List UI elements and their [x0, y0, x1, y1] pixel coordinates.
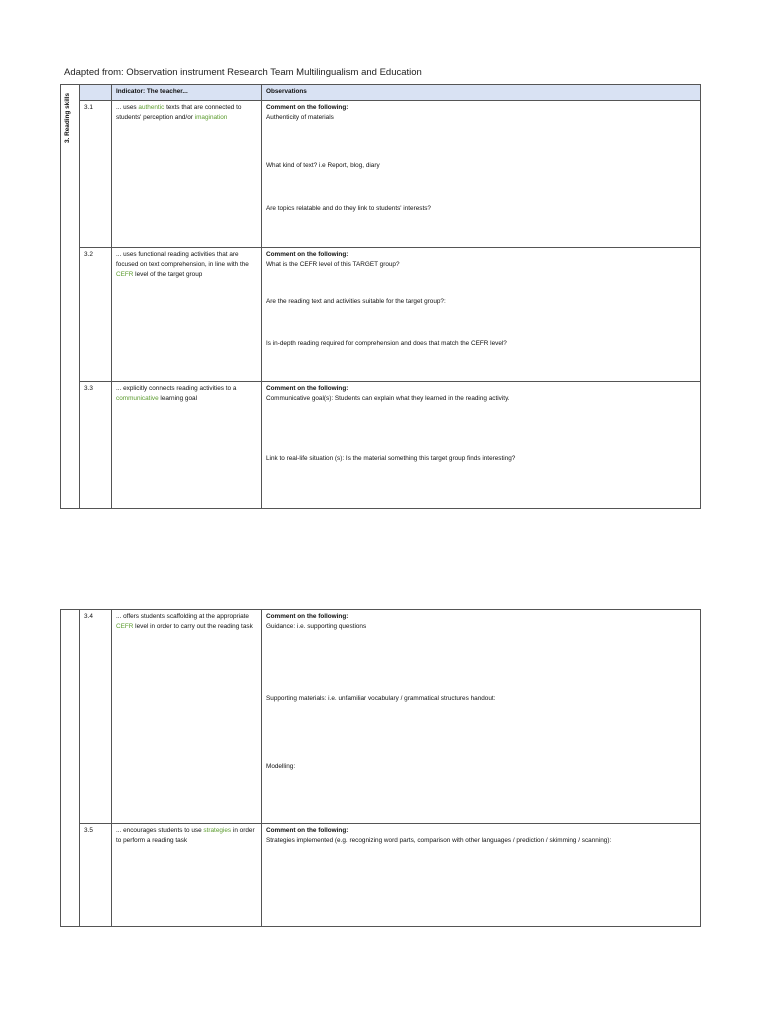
keyword: CEFR: [116, 270, 134, 278]
observation-prompt: Modelling:: [266, 762, 296, 770]
observation-prompt: What kind of text? i.e Report, blog, diary: [266, 161, 380, 169]
keyword: strategies: [203, 827, 232, 834]
indicator-number: 3.2: [80, 248, 112, 382]
section-side-cell: [61, 85, 80, 509]
observation-prompt: Are the reading text and activities suitable for the target group?:: [266, 297, 446, 305]
comment-heading: Comment on the following:: [266, 104, 349, 111]
observation-cell: [262, 824, 701, 927]
indicator-text: ... uses functional reading activities that are focused on text comprehension, in line with the CEFR level of the target group: [112, 248, 262, 382]
header-num: [80, 85, 112, 101]
table-row: [61, 248, 701, 382]
observation-prompt: Guidance: i.e. supporting questions: [266, 622, 367, 630]
observation-prompt: Authenticity of materials: [266, 113, 334, 121]
observation-cell: [262, 248, 701, 382]
observation-table-part-1: [60, 84, 701, 509]
observation-cell: [262, 610, 701, 824]
indicator-number: 3.5: [80, 824, 112, 927]
keyword: imagination: [194, 113, 228, 121]
comment-heading: Comment on the following:: [266, 251, 349, 258]
section-side-cell: [61, 610, 80, 927]
indicator-text: ... encourages students to use strategies in order to perform a reading task: [112, 824, 262, 927]
indicator-number: 3.3: [80, 382, 112, 509]
header-observations: Observations: [262, 85, 701, 101]
comment-heading: Comment on the following:: [266, 613, 349, 620]
observation-cell: [262, 101, 701, 248]
table-header-row: [61, 85, 701, 101]
comment-heading: Comment on the following:: [266, 827, 349, 834]
observation-prompt: Strategies implemented (e.g. recognizing word parts, comparison with other languages / prediction / skimming / scanning):: [266, 836, 612, 844]
observation-prompt: Supporting materials: i.e. unfamiliar vocabulary / grammatical structures handout:: [266, 694, 496, 702]
observation-prompt: Are topics relatable and do they link to students' interests?: [266, 204, 431, 212]
comment-heading: Comment on the following:: [266, 385, 349, 392]
table-row: [61, 824, 701, 927]
observation-prompt: Is in-depth reading required for comprehension and does that match the CEFR level?: [266, 339, 507, 347]
table-row: [61, 382, 701, 509]
header-indicator: Indicator: The teacher...: [112, 85, 262, 101]
indicator-text: ... offers students scaffolding at the appropriate CEFR level in order to carry out the reading task: [112, 610, 262, 824]
observation-table-part-2: [60, 609, 701, 927]
keyword: CEFR: [116, 622, 134, 630]
indicator-number: 3.4: [80, 610, 112, 824]
keyword: authentic: [138, 104, 165, 111]
observation-prompt: Communicative goal(s): Students can explain what they learned in the reading activity.: [266, 394, 510, 402]
keyword: communicative: [116, 394, 159, 402]
section-label: 3. Reading skills: [64, 92, 71, 143]
indicator-text: ... explicitly connects reading activities to a communicative learning goal: [112, 382, 262, 509]
indicator-text: ... uses authentic texts that are connected to students' perception and/or imagination: [112, 101, 262, 248]
indicator-number: 3.1: [80, 101, 112, 248]
table-row: [61, 101, 701, 248]
table-row: [61, 610, 701, 824]
observation-prompt: Link to real-life situation (s): Is the material something this target group finds interesting?: [266, 454, 516, 462]
observation-cell: [262, 382, 701, 509]
observation-prompt: What is the CEFR level of this TARGET group?: [266, 260, 400, 268]
document-caption: Adapted from: Observation instrument Research Team Multilingualism and Education: [64, 67, 422, 78]
